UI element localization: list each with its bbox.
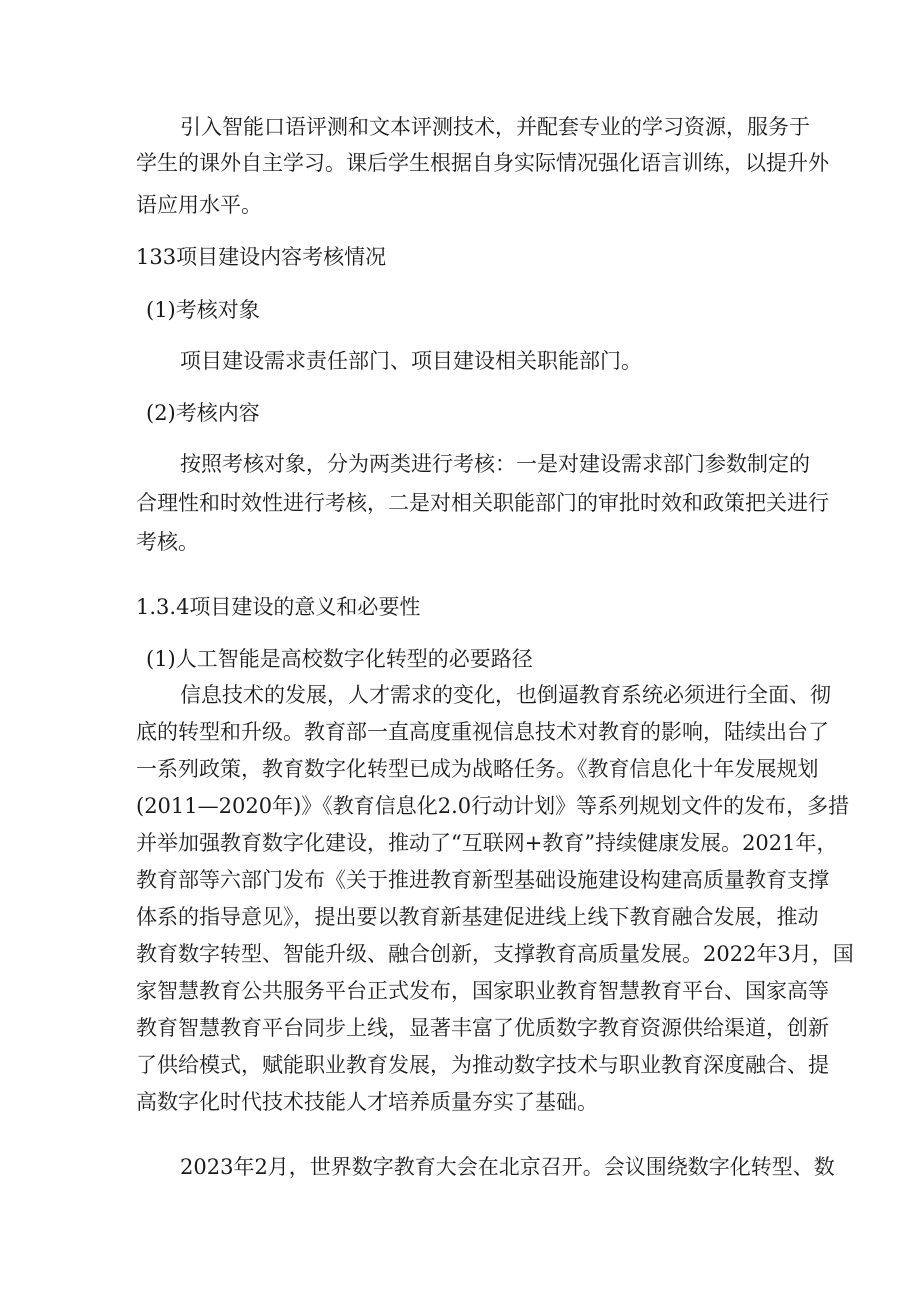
paragraph-line: 底的转型和升级。教育部一直高度重视信息技术对教育的影响，陆续出台了 bbox=[136, 720, 829, 744]
paragraph-line: 体系的指导意见》，提出要以教育新基建促进线上线下教育融合发展，推动 bbox=[136, 905, 819, 929]
paragraph-line: 按照考核对象，分为两类进行考核：一是对建设需求部门参数制定的 bbox=[180, 452, 810, 476]
paragraph-line: 信息技术的发展，人才需求的变化，也倒逼教育系统必须进行全面、彻 bbox=[180, 683, 831, 707]
paragraph-line: 合理性和时效性进行考核，二是对相关职能部门的审批时效和政策把关进行 bbox=[136, 491, 829, 515]
section-heading: 1.3.4项目建设的意义和必要性 bbox=[136, 595, 421, 619]
paragraph-line: 家智慧教育公共服务平台正式发布，国家职业教育智慧教育平台、国家高等 bbox=[136, 979, 829, 1003]
paragraph-line: 教育部等六部门发布《关于推进教育新型基础设施建设构建高质量教育支撑 bbox=[136, 868, 829, 892]
subsection-heading: (2)考核内容 bbox=[146, 401, 260, 425]
paragraph-line: (2011—2020年)》《教育信息化2.0行动计划》等系列规划文件的发布，多措 bbox=[136, 794, 850, 818]
paragraph-line: 教育智慧教育平台同步上线，显著丰富了优质数字教育资源供给渠道，创新 bbox=[136, 1016, 829, 1040]
section-heading: 133项目建设内容考核情况 bbox=[136, 245, 387, 269]
paragraph-line: 并举加强教育数字化建设，推动了“互联网+教育”持续健康发展。2021年， bbox=[136, 831, 838, 855]
paragraph-line: 语应用水平。 bbox=[136, 193, 262, 217]
paragraph-line: 考核。 bbox=[136, 530, 199, 554]
paragraph-line: 一系列政策，教育数字化转型已成为战略任务。《教育信息化十年发展规划 bbox=[136, 757, 819, 781]
paragraph-line: 学生的课外自主学习。课后学生根据自身实际情况强化语言训练，以提升外 bbox=[136, 151, 829, 175]
paragraph-line: 2023年2月，世界数字教育大会在北京召开。会议围绕数字化转型、数 bbox=[180, 1155, 835, 1179]
paragraph-line: 了供给模式，赋能职业教育发展，为推动数字技术与职业教育深度融合、提 bbox=[136, 1053, 829, 1077]
paragraph-line: 高数字化时代技术技能人才培养质量夯实了基础。 bbox=[136, 1090, 598, 1114]
subsection-heading: (1)考核对象 bbox=[146, 298, 260, 322]
paragraph-line: 项目建设需求责任部门、项目建设相关职能部门。 bbox=[180, 349, 642, 373]
paragraph-line: 引入智能口语评测和文本评测技术，并配套专业的学习资源，服务于 bbox=[180, 115, 810, 139]
subsection-heading: (1)人工智能是高校数字化转型的必要路径 bbox=[146, 647, 533, 671]
paragraph-line: 教育数字转型、智能升级、融合创新，支撑教育高质量发展。2022年3月，国 bbox=[136, 942, 854, 966]
